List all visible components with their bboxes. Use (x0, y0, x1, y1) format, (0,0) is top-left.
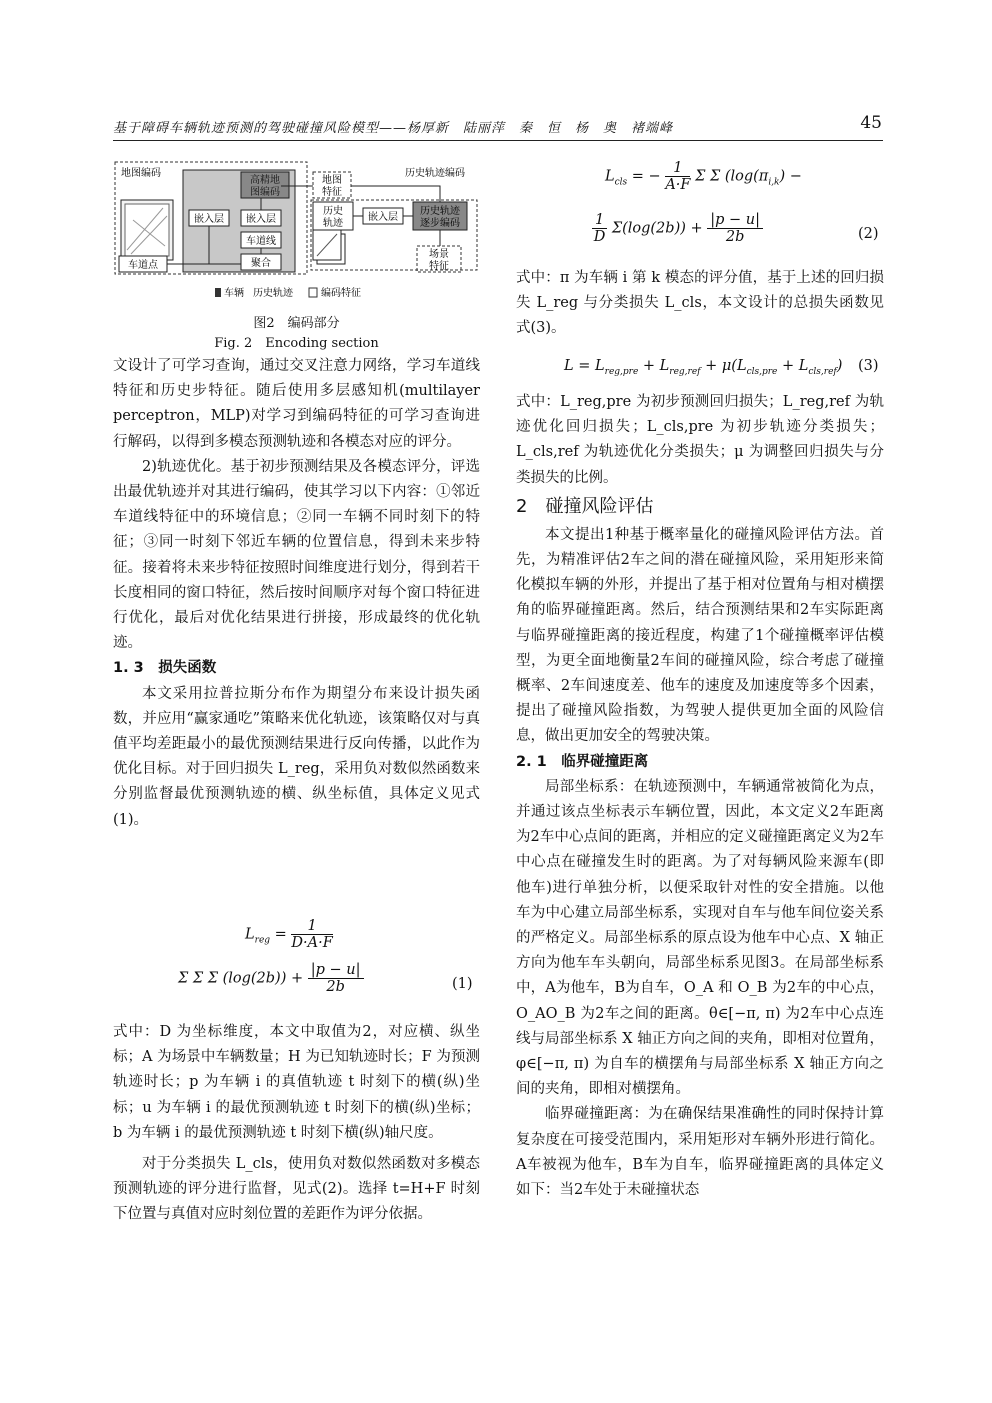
running-title: 基于障碍车辆轨迹预测的驾驶碰撞风险模型——杨厚新 陆丽萍 秦 恒 杨 奥 褚端峰 (113, 121, 674, 136)
embed-label-1: 嵌入层 (194, 214, 224, 225)
right-para-5: 临界碰撞距离：为在确保结果准确性的同时保持计算复杂度在可接受范围内，采用矩形对车辆外形进行简化。A车被视为他车，B车为自车，临界碰撞距离的具体定义如下：当2车处于未碰撞状态 (516, 1106, 884, 1199)
hd-map-label-1: 高精地 (250, 175, 280, 186)
scene-label-1: 场景 (429, 249, 449, 260)
equation-1-line-1: $L_{reg}$ = $\frac{1}{D\cdot A\cdot F}$ (245, 918, 333, 951)
hist-enc-label: 历史轨迹编码 (405, 168, 465, 179)
hd-map-label-2: 图编码 (250, 187, 280, 198)
left-column-top (113, 354, 480, 833)
right-column-main (516, 390, 884, 1203)
equation-1-line-2: Σ Σ Σ (log(2b)) + $\frac{|p - u|}{2b}$ (178, 962, 364, 995)
figure-2-encoding-diagram (113, 160, 480, 305)
lane-label: 车道线 (246, 236, 276, 247)
left-para-4: 式中：D 为坐标维度，本文中取值为2，对应横、纵坐标；A 为场景中车辆数量；H 为已知轨迹时长；F 为预测轨迹时长；p 为车辆 i 的真值轨迹 t 时刻下的横(纵)坐标；u 为车辆 i 的最优预测轨迹 t 时刻下的横(纵)坐标；b 为车辆 i 的最优预测轨迹 t 时刻下横(纵)轴尺度。 (113, 1024, 480, 1141)
running-header (113, 117, 883, 136)
map-enc-label: 地图编码 (121, 168, 161, 179)
figure-caption-cn: 图2 编码部分 (253, 316, 340, 331)
page-number: 45 (860, 113, 882, 133)
hist-step-label-1: 历史轨迹 (420, 206, 460, 217)
header-rule (113, 140, 883, 141)
legend-feature: 编码特征 (321, 288, 361, 299)
embed-label-3: 嵌入层 (368, 212, 398, 223)
left-column-bottom (113, 1020, 480, 1228)
hist-traj-label-2: 轨迹 (323, 218, 343, 229)
equation-2-line-2: $\frac{1}{D}$ Σ(log(2b)) + $\frac{|p - u|}{2b}$ (592, 212, 763, 245)
right-para-1: 式中：π 为车辆 i 第 k 模态的评分值，基于上述的回归损失 L_reg 与分类损失 L_cls，本文设计的总损失函数见式(3)。 (516, 270, 884, 337)
left-para-5: 对于分类损失 L_cls，使用负对数似然函数对多模态预测轨迹的评分进行监督，见式(2)。选择 t=H+F 时刻下位置与真值对应时刻位置的差距作为评分依据。 (113, 1156, 480, 1223)
hist-traj-label-1: 历史 (323, 206, 343, 217)
equation-1-number: (1) (452, 976, 473, 992)
section-1-3-heading: 1. 3 损失函数 (113, 660, 217, 677)
right-para-1-block (516, 266, 884, 342)
map-feat-label-2: 特征 (322, 187, 342, 198)
legend-history: 历史轨迹 (253, 288, 293, 299)
equation-2-line-1: $L_{cls}$ = − $\frac{1}{A\cdot F}$ Σ Σ ($\log(\pi_{i,k})$ − (605, 160, 802, 193)
figure-caption-en: Fig. 2 Encoding section (214, 336, 379, 351)
right-para-2: 式中：L_reg,pre 为初步预测回归损失；L_reg,ref 为轨迹优化回归损失；L_cls,pre 为初步轨迹分类损失；L_cls,ref 为轨迹优化分类损失；μ 为调整回归损失与分类损失的比例。 (516, 394, 884, 486)
map-feat-label-1: 地图 (322, 175, 342, 186)
legend-vehicle: 车辆 (224, 288, 244, 299)
scene-label-2: 特征 (429, 261, 449, 272)
right-para-3: 本文提出1种基于概率量化的碰撞风险评估方法。首先，为精准评估2车之间的潜在碰撞风险，采用矩形来简化模拟车辆的外形，并提出了基于相对位置角与相对横摆角的临界碰撞距离。然后，结合预测结果和2车实际距离与临界碰撞距离的接近程度，构建了1个碰撞概率评估模型，为更全面地衡量2车间的碰撞风险，综合考虑了碰撞概率、2车间速度差、他车的速度及加速度等多个因素，提出了碰撞风险指数，为驾驶人提供更加全面的风险信息，做出更加安全的驾驶决策。 (516, 526, 884, 745)
equation-2-number: (2) (858, 226, 879, 242)
section-2-1-heading: 2. 1 临界碰撞距离 (516, 753, 649, 770)
right-para-4: 局部坐标系：在轨迹预测中，车辆通常被简化为点，并通过该点坐标表示车辆位置，因此，本文定义2车距离为2车中心点间的距离，并相应的定义碰撞距离定义为2车中心点在碰撞发生时的距离。为了对每辆风险来源车(即他车)进行单独分析，以便采取针对性的安全措施。以他车为中心建立局部坐标系，实现对自车与他车间位姿关系的严格定义。局部坐标系的原点设为他车中心点、X 轴正方向为他车车头朝向，局部坐标系见图3。在局部坐标系中，A为他车，B为自车，O_A 和 O_B 为2车的中心点，O_AO_B 为2车之间的距离。θ∈[−π, π) 为2车中心点连线与局部坐标系 X 轴正方向之间的夹角，即相对位置角，φ∈[−π, π) 为自车的横摆角与局部坐标系 X 轴正方向之间的夹角，即相对横摆角。 (516, 778, 884, 1098)
equation-3: $L = L_{reg,pre} + L_{reg,ref} + \mu(L_{cls,pre} + L_{cls,ref})$ (564, 358, 843, 377)
hist-step-label-2: 逐步编码 (420, 218, 460, 229)
left-para-3: 本文采用拉普拉斯分布作为期望分布来设计损失函数，并应用“赢家通吃”策略来优化轨迹，该策略仅对与真值平均差距最小的最优预测结果进行反向传播，以此作为优化目标。对于回归损失 L_reg，采用负对数似然函数来分别监督最优预测轨迹的横、纵坐标值，具体定义见式(1)。 (113, 685, 480, 828)
lane-point-label: 车道点 (128, 260, 158, 271)
left-para-2: 2)轨迹优化。基于初步预测结果及各模态评分，评选出最优轨迹并对其进行编码，使其学习以下内容：①邻近车道线特征中的环境信息；②同一车辆不同时刻下的特征；③同一时刻下邻近车辆的位置信息，得到未来步特征。接着将未来步特征按照时间维度进行划分，得到若干长度相同的窗口特征，然后按时间顺序对每个窗口特征进行优化，最后对优化结果进行拼接，形成最终的优化轨迹。 (113, 458, 480, 652)
section-2-heading: 2 碰撞风险评估 (516, 495, 654, 517)
agg-label: 聚合 (251, 258, 271, 269)
embed-label-2: 嵌入层 (246, 214, 276, 225)
left-para-1: 文设计了可学习查询，通过交叉注意力网络，学习车道线特征和历史步特征。随后使用多层感知机(multilayer perceptron，MLP)对学习到编码特征的可学习查询进行解码，以得到多模态预测轨迹和各模态对应的评分。 (113, 358, 480, 450)
equation-3-number: (3) (858, 358, 879, 374)
